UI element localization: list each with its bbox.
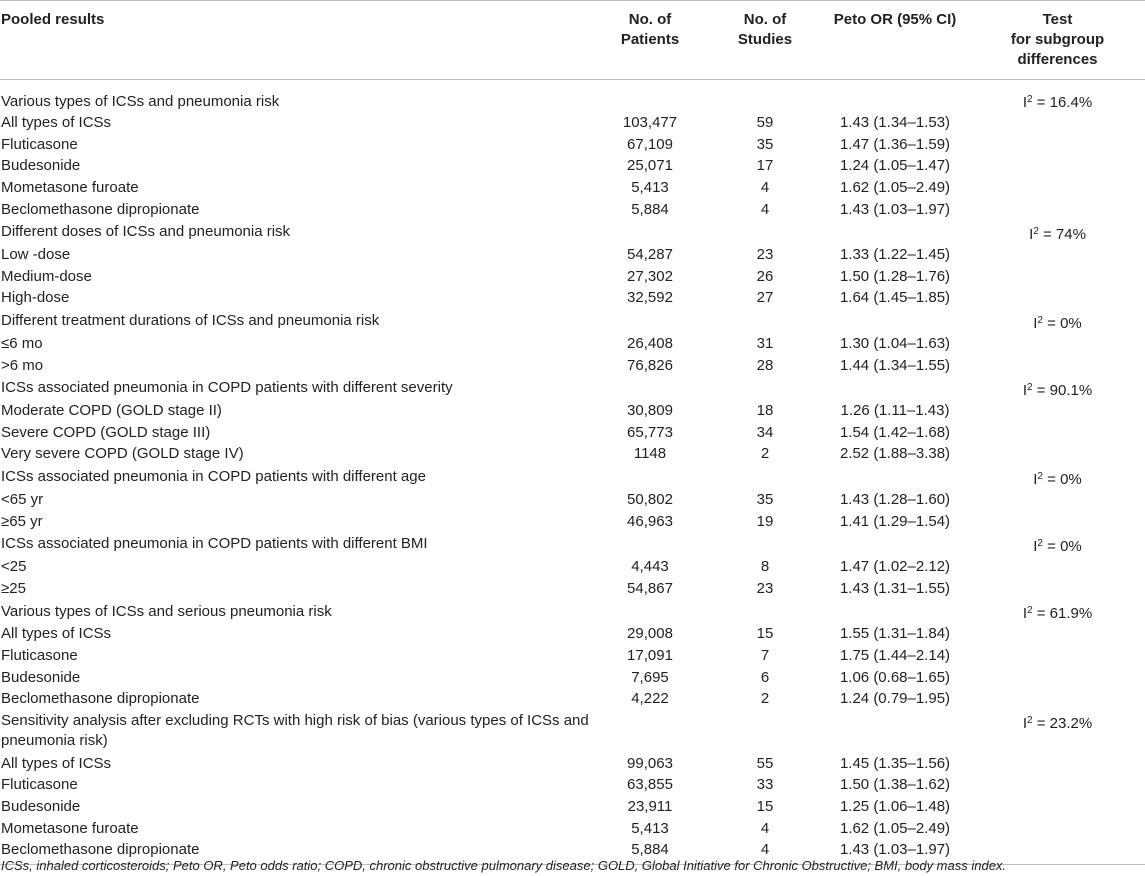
table-row — [0, 354, 1145, 376]
header-subgroup-test: Test for subgroup differences — [1010, 11, 1105, 68]
peto-or-cell: 1.44 (1.34–1.55) — [839, 356, 951, 374]
heterogeneity-cell — [970, 645, 1145, 667]
i2-value: = 0% — [1042, 537, 1082, 555]
heterogeneity-cell — [970, 354, 1145, 376]
peto-or-cell: 1.06 (0.68–1.65) — [839, 668, 951, 686]
patients-cell — [590, 376, 710, 400]
group-row — [0, 599, 1145, 623]
i2-superscript: 2 — [1033, 225, 1039, 237]
peto-or-cell: 1.55 (1.31–1.84) — [839, 625, 951, 643]
row-label: Fluticasone — [1, 646, 78, 664]
patients-cell: 65,773 — [627, 423, 673, 441]
group-row — [0, 532, 1145, 556]
studies-cell: 27 — [756, 289, 774, 307]
row-label: Various types of ICSs and pneumonia risk — [1, 92, 280, 110]
table-row — [0, 443, 1145, 465]
heterogeneity-cell — [970, 532, 1145, 556]
patients-cell: 5,884 — [631, 841, 669, 859]
i2-superscript: 2 — [1037, 314, 1043, 326]
table-row — [0, 287, 1145, 309]
patients-cell: 1148 — [633, 445, 667, 463]
i2-superscript: 2 — [1037, 470, 1043, 482]
heterogeneity-cell — [970, 155, 1145, 177]
peto-or-cell: 1.33 (1.22–1.45) — [839, 246, 951, 264]
row-label: Budesonide — [1, 797, 81, 815]
patients-cell — [590, 80, 710, 113]
row-label: Fluticasone — [1, 135, 78, 153]
table-row — [0, 510, 1145, 532]
row-label: Severe COPD (GOLD stage III) — [1, 423, 211, 441]
heterogeneity-cell — [970, 599, 1145, 623]
studies-cell: 34 — [756, 423, 774, 441]
table-row — [0, 752, 1145, 774]
patients-cell: 29,008 — [627, 625, 673, 643]
heterogeneity-cell — [970, 177, 1145, 199]
i2-symbol: I — [1022, 605, 1027, 623]
patients-cell: 50,802 — [627, 491, 673, 509]
patients-cell: 54,867 — [627, 579, 673, 597]
table-row — [0, 244, 1145, 266]
peto-or-cell: 1.43 (1.31–1.55) — [839, 579, 951, 597]
patients-cell — [590, 465, 710, 489]
studies-cell: 33 — [756, 776, 774, 794]
heterogeneity-cell — [970, 134, 1145, 156]
row-label: Different treatment durations of ICSs and pneumonia risk — [1, 312, 380, 330]
studies-cell: 18 — [756, 402, 774, 420]
row-label: <25 — [1, 558, 27, 576]
peto-or-cell — [820, 80, 970, 113]
i2-value: = 90.1% — [1032, 381, 1093, 399]
studies-cell — [710, 709, 820, 752]
patients-cell: 4,222 — [631, 690, 669, 708]
peto-or-cell: 1.26 (1.11–1.43) — [840, 402, 950, 420]
header-peto-or: Peto OR (95% CI) — [833, 11, 957, 28]
studies-cell: 17 — [756, 157, 774, 175]
row-label: ICSs associated pneumonia in COPD patients with different age — [1, 468, 426, 486]
i2-superscript: 2 — [1026, 381, 1033, 393]
i2-symbol: I — [1033, 537, 1038, 555]
studies-cell: 59 — [756, 114, 774, 132]
peto-or-cell: 1.62 (1.05–2.49) — [839, 819, 951, 837]
studies-cell: 4 — [760, 841, 770, 859]
peto-or-cell: 1.75 (1.44–2.14) — [839, 646, 951, 664]
table-row — [0, 266, 1145, 288]
peto-or-cell: 1.64 (1.45–1.85) — [839, 289, 951, 307]
patients-cell: 63,855 — [627, 776, 673, 794]
i2-superscript: 2 — [1037, 537, 1043, 549]
group-row — [0, 220, 1145, 244]
row-label: All types of ICSs — [1, 754, 112, 772]
table-row — [0, 645, 1145, 667]
table-row — [0, 155, 1145, 177]
table-row — [0, 688, 1145, 710]
peto-or-cell: 1.43 (1.28–1.60) — [839, 491, 951, 509]
heterogeneity-cell — [970, 80, 1145, 113]
table-row — [0, 198, 1145, 220]
peto-or-cell — [820, 220, 970, 244]
peto-or-cell: 1.62 (1.05–2.49) — [839, 179, 951, 197]
studies-cell: 6 — [760, 668, 770, 686]
i2-symbol: I — [1022, 381, 1027, 399]
studies-cell — [710, 309, 820, 333]
i2-superscript: 2 — [1026, 94, 1033, 105]
peto-or-cell — [820, 532, 970, 556]
row-label: Very severe COPD (GOLD stage IV) — [1, 445, 244, 463]
patients-cell — [590, 532, 710, 556]
peto-or-cell: 1.47 (1.36–1.59) — [839, 135, 951, 153]
i2-value: = 23.2% — [1032, 715, 1093, 733]
row-label: ≥25 — [1, 579, 26, 597]
patients-cell: 23,911 — [627, 797, 673, 815]
patients-cell: 26,408 — [627, 335, 673, 353]
row-label: Beclomethasone dipropionate — [1, 690, 200, 708]
peto-or-cell: 1.43 (1.34–1.53) — [839, 114, 951, 132]
heterogeneity-cell — [970, 688, 1145, 710]
i2-symbol: I — [1033, 470, 1038, 488]
table-header — [0, 1, 1145, 80]
heterogeneity-cell — [970, 376, 1145, 400]
studies-cell — [710, 599, 820, 623]
peto-or-cell: 1.30 (1.04–1.63) — [839, 335, 951, 353]
heterogeneity-cell — [970, 774, 1145, 796]
row-label: Budesonide — [1, 668, 81, 686]
patients-cell: 5,413 — [631, 179, 669, 197]
heterogeneity-cell — [970, 422, 1145, 444]
studies-cell — [710, 465, 820, 489]
studies-cell: 26 — [756, 267, 774, 285]
peto-or-cell: 1.50 (1.38–1.62) — [839, 776, 951, 794]
table-footnote: ICSs, inhaled corticosteroids; Peto OR, Peto odds ratio; COPD, chronic obstructive pulmonary disease; GOLD, Global Initiative for Chronic Obstructive; BMI, body mass index. — [1, 858, 1007, 873]
row-label: Medium-dose — [1, 267, 92, 285]
patients-cell: 76,826 — [627, 356, 673, 374]
heterogeneity-cell — [970, 198, 1145, 220]
peto-or-cell: 2.52 (1.88–3.38) — [839, 445, 951, 463]
peto-or-cell: 1.41 (1.29–1.54) — [839, 512, 951, 530]
patients-cell — [590, 709, 710, 752]
studies-cell — [710, 376, 820, 400]
row-label: Sensitivity analysis after excluding RCTs with high risk of bias (various types of ICSs and pneumonia risk) — [1, 712, 589, 750]
heterogeneity-cell — [970, 752, 1145, 774]
studies-cell: 8 — [760, 558, 770, 576]
row-label: Mometasone furoate — [1, 179, 139, 197]
patients-cell: 27,302 — [627, 267, 673, 285]
row-label: All types of ICSs — [1, 625, 112, 643]
patients-cell: 46,963 — [627, 512, 673, 530]
studies-cell: 4 — [760, 179, 770, 197]
heterogeneity-cell — [970, 465, 1145, 489]
table-row — [0, 556, 1145, 578]
heterogeneity-cell — [970, 266, 1145, 288]
i2-value: = 0% — [1042, 470, 1082, 488]
patients-cell: 4,443 — [631, 558, 669, 576]
row-label: High-dose — [1, 289, 70, 307]
group-row — [0, 376, 1145, 400]
studies-cell: 35 — [756, 491, 774, 509]
row-label: Beclomethasone dipropionate — [1, 200, 200, 218]
patients-cell: 5,884 — [631, 200, 669, 218]
table-row — [0, 134, 1145, 156]
i2-superscript: 2 — [1026, 605, 1033, 617]
peto-or-cell — [820, 309, 970, 333]
studies-cell: 4 — [760, 819, 770, 837]
row-label: <65 yr — [1, 491, 44, 509]
table-row — [0, 666, 1145, 688]
table-row — [0, 422, 1145, 444]
table-row — [0, 796, 1145, 818]
patients-cell — [590, 220, 710, 244]
patients-cell: 5,413 — [631, 819, 669, 837]
studies-cell: 2 — [760, 690, 770, 708]
row-label: Various types of ICSs and serious pneumonia risk — [1, 602, 332, 620]
table-row — [0, 489, 1145, 511]
heterogeneity-cell — [970, 578, 1145, 600]
studies-cell — [710, 220, 820, 244]
header-row — [0, 1, 1145, 80]
table-row — [0, 112, 1145, 134]
peto-or-cell: 1.54 (1.42–1.68) — [839, 423, 951, 441]
peto-or-cell: 1.43 (1.03–1.97) — [839, 841, 951, 859]
table-row — [0, 177, 1145, 199]
studies-cell: 28 — [756, 356, 774, 374]
i2-symbol: I — [1022, 94, 1027, 111]
heterogeneity-cell — [970, 443, 1145, 465]
table-row — [0, 333, 1145, 355]
studies-cell — [710, 80, 820, 113]
heterogeneity-cell — [970, 709, 1145, 752]
heterogeneity-cell — [970, 220, 1145, 244]
studies-cell: 15 — [756, 797, 774, 815]
patients-cell — [590, 309, 710, 333]
heterogeneity-cell — [970, 333, 1145, 355]
row-label: Budesonide — [1, 157, 81, 175]
heterogeneity-cell — [970, 796, 1145, 818]
table-row — [0, 578, 1145, 600]
i2-value: = 0% — [1042, 314, 1082, 332]
table-row — [0, 400, 1145, 422]
i2-symbol: I — [1029, 225, 1034, 243]
header-pooled-results: Pooled results — [1, 11, 105, 28]
patients-cell: 17,091 — [627, 646, 673, 664]
i2-symbol: I — [1022, 715, 1027, 733]
row-label: Moderate COPD (GOLD stage II) — [1, 402, 222, 420]
row-label: ≥65 yr — [1, 512, 43, 530]
patients-cell: 54,287 — [627, 246, 673, 264]
patients-cell: 103,477 — [622, 114, 678, 132]
heterogeneity-cell — [970, 309, 1145, 333]
row-label: Beclomethasone dipropionate — [1, 841, 200, 859]
table-row — [0, 774, 1145, 796]
studies-cell: 7 — [760, 646, 770, 664]
patients-cell: 67,109 — [627, 135, 673, 153]
peto-or-cell: 1.45 (1.35–1.56) — [839, 754, 951, 772]
patients-cell: 32,592 — [627, 289, 673, 307]
heterogeneity-cell — [970, 666, 1145, 688]
studies-cell: 2 — [760, 445, 770, 463]
peto-or-cell: 1.47 (1.02–2.12) — [839, 558, 951, 576]
heterogeneity-cell — [970, 489, 1145, 511]
studies-cell: 4 — [760, 200, 770, 218]
peto-or-cell: 1.43 (1.03–1.97) — [839, 200, 951, 218]
studies-cell — [710, 532, 820, 556]
patients-cell: 99,063 — [627, 754, 673, 772]
row-label: Low -dose — [1, 246, 71, 264]
patients-cell: 25,071 — [627, 157, 673, 175]
heterogeneity-cell — [970, 400, 1145, 422]
heterogeneity-cell — [970, 112, 1145, 134]
heterogeneity-cell — [970, 817, 1145, 839]
i2-value: = 61.9% — [1032, 605, 1093, 623]
patients-cell — [590, 599, 710, 623]
studies-cell: 23 — [756, 246, 774, 264]
row-label: Fluticasone — [1, 776, 78, 794]
peto-or-cell: 1.24 (1.05–1.47) — [839, 157, 951, 175]
header-studies: No. of Studies — [737, 11, 793, 48]
row-label: Mometasone furoate — [1, 819, 139, 837]
studies-cell: 23 — [756, 579, 774, 597]
i2-value: = 16.4% — [1032, 94, 1093, 111]
peto-or-cell: 1.50 (1.28–1.76) — [839, 267, 951, 285]
studies-cell: 15 — [756, 625, 774, 643]
studies-cell: 19 — [756, 512, 774, 530]
row-label: ICSs associated pneumonia in COPD patients with different BMI — [1, 535, 428, 553]
header-patients: No. of Patients — [620, 11, 680, 48]
heterogeneity-cell — [970, 244, 1145, 266]
row-label: >6 mo — [1, 356, 44, 374]
table-row — [0, 817, 1145, 839]
peto-or-cell — [820, 465, 970, 489]
table-body — [0, 80, 1145, 865]
row-label: ICSs associated pneumonia in COPD patients with different severity — [1, 379, 453, 397]
peto-or-cell — [820, 709, 970, 752]
heterogeneity-cell — [970, 287, 1145, 309]
i2-superscript: 2 — [1026, 715, 1033, 727]
heterogeneity-cell — [970, 556, 1145, 578]
peto-or-cell — [820, 376, 970, 400]
patients-cell: 7,695 — [631, 668, 669, 686]
row-label: Different doses of ICSs and pneumonia risk — [1, 223, 291, 241]
peto-or-cell: 1.25 (1.06–1.48) — [839, 797, 951, 815]
heterogeneity-cell — [970, 623, 1145, 645]
group-row — [0, 465, 1145, 489]
studies-cell: 55 — [756, 754, 774, 772]
group-row — [0, 709, 1145, 752]
i2-value: = 74% — [1038, 225, 1086, 243]
studies-cell: 35 — [756, 135, 774, 153]
peto-or-cell — [820, 599, 970, 623]
group-row — [0, 80, 1145, 113]
studies-cell: 31 — [756, 335, 774, 353]
patients-cell: 30,809 — [627, 402, 673, 420]
table-row — [0, 623, 1145, 645]
row-label: ≤6 mo — [1, 335, 43, 353]
group-row — [0, 309, 1145, 333]
row-label: All types of ICSs — [1, 114, 112, 132]
peto-or-cell: 1.24 (0.79–1.95) — [839, 690, 951, 708]
i2-symbol: I — [1033, 314, 1038, 332]
heterogeneity-cell — [970, 510, 1145, 532]
